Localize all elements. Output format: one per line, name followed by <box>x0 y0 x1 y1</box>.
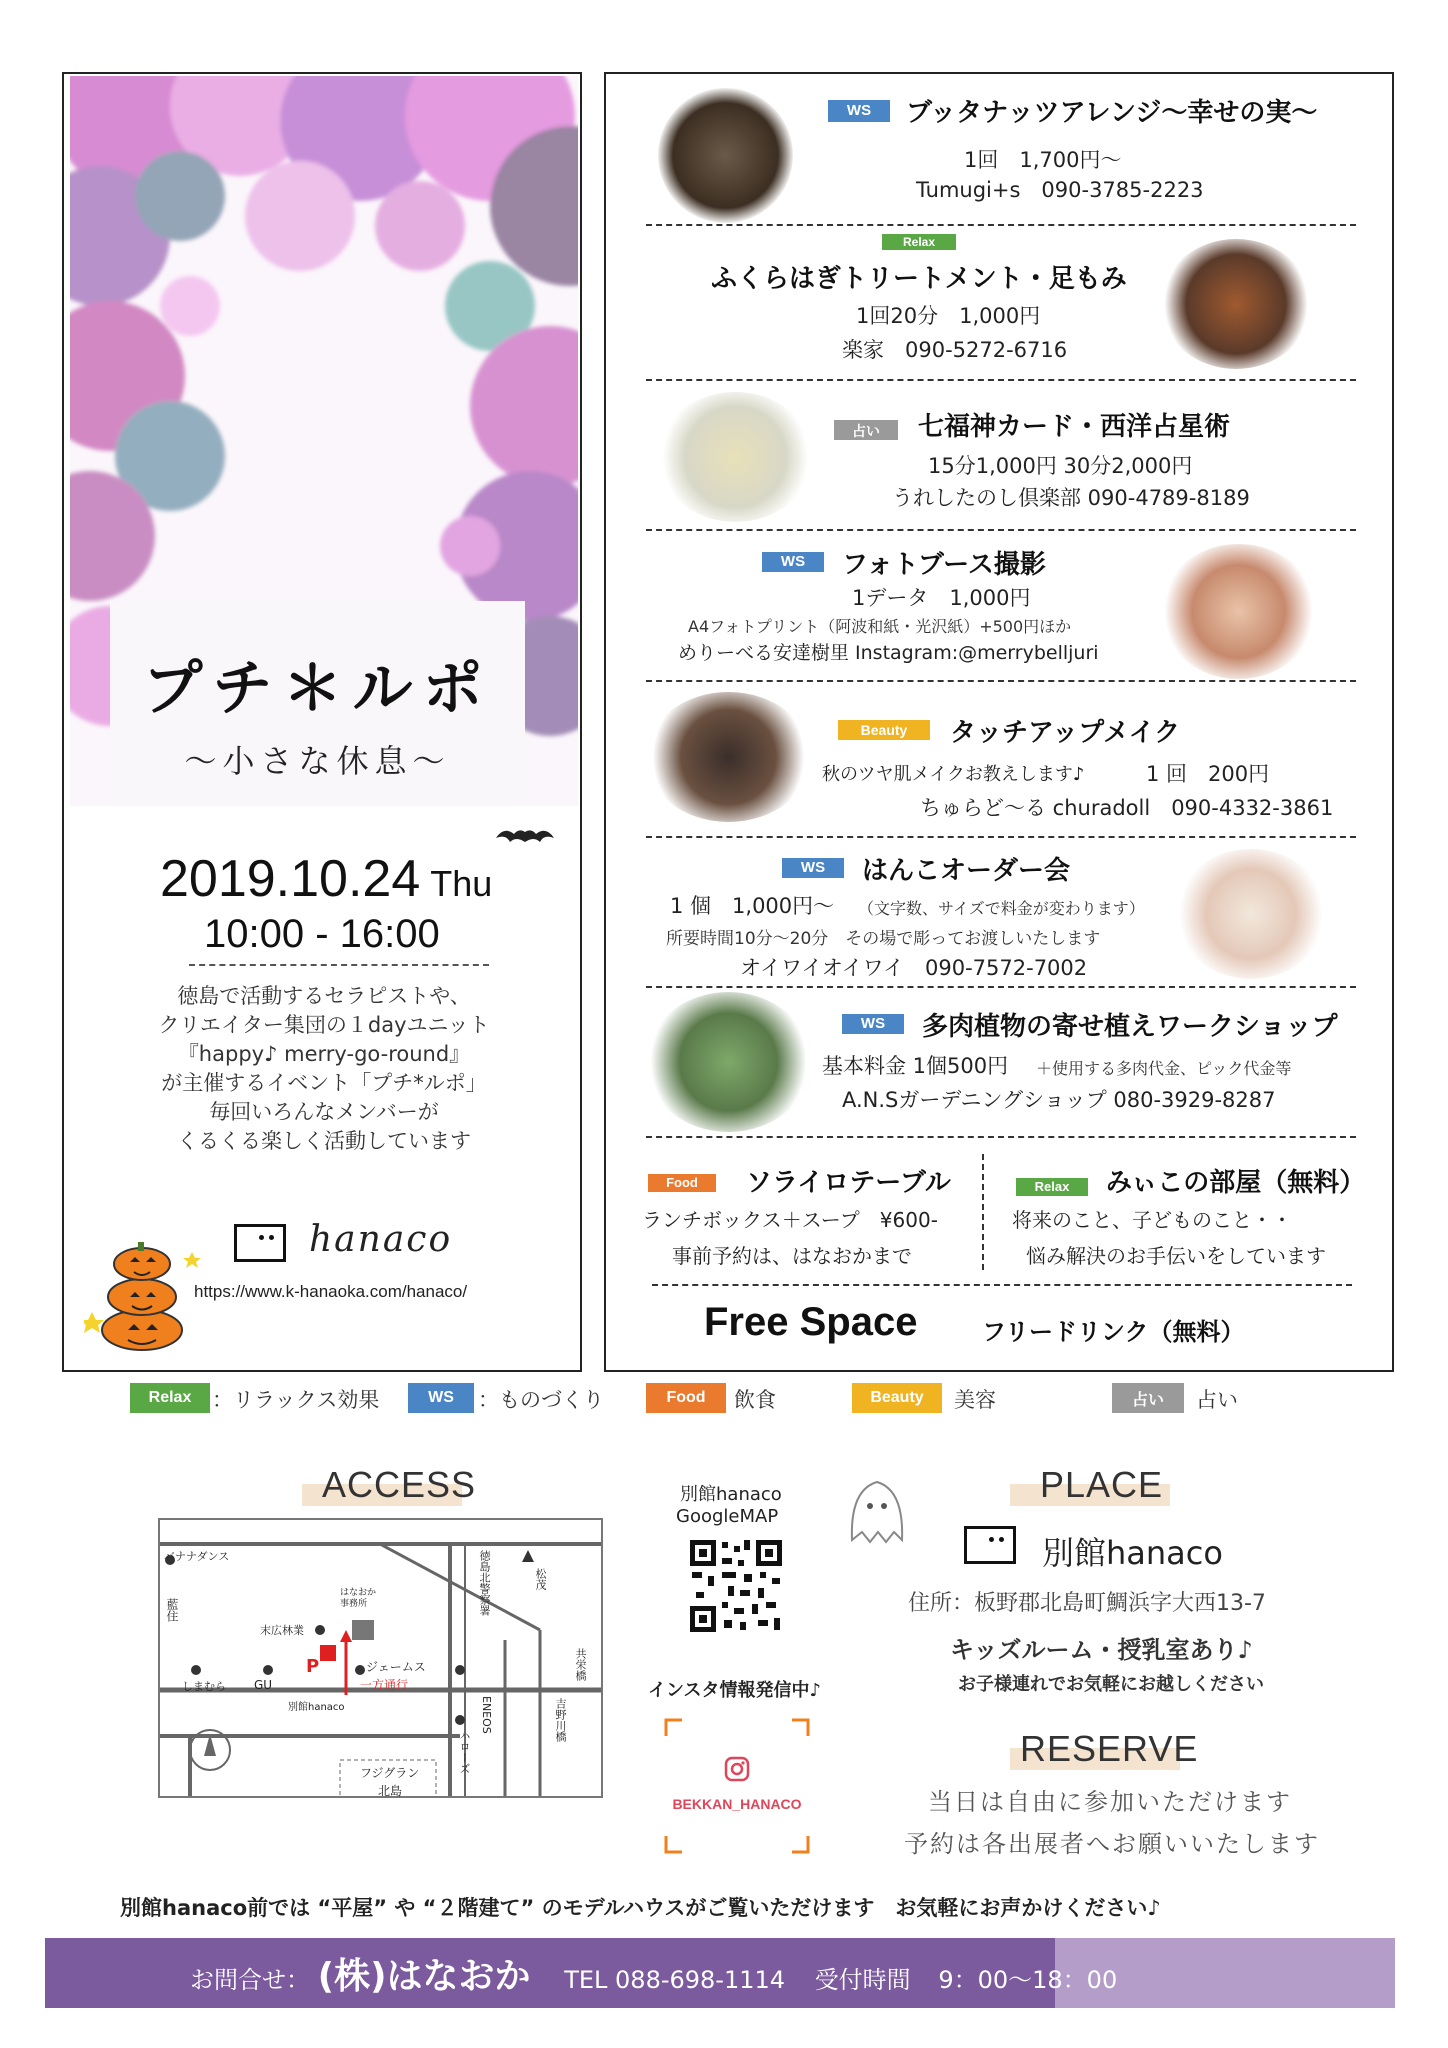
ws-tag: WS <box>828 100 890 122</box>
event-date <box>160 849 492 909</box>
logo-name: hanaco <box>309 1219 453 1260</box>
hours-label: 受付時間 <box>814 1966 911 1994</box>
item-note: 所要時間10分〜20分 その場で彫ってお渡しいたします <box>666 929 1101 949</box>
legend-beauty-tag: Beauty <box>852 1383 942 1413</box>
website-url[interactable]: https://www.k-hanaoka.com/hanaco/ <box>194 1282 468 1301</box>
item-contact: めりーべる安達樹里 Instagram:@merrybelljuri <box>678 642 1099 664</box>
food-tag: Food <box>648 1174 716 1192</box>
free-drink-label: フリードリンク（無料） <box>982 1318 1245 1346</box>
item-description: 秋のツヤ肌メイクお教えします♪ <box>822 764 1085 785</box>
date-text: 2019.10.24 <box>160 850 421 908</box>
map-label-suehiro: 末広林業 <box>260 1624 304 1637</box>
item-contact: ちゅらど〜る churadoll 090-4332-3861 <box>920 796 1334 820</box>
exhibitors-panel <box>604 72 1394 1372</box>
free-space-label: Free Space <box>704 1300 918 1344</box>
photo-booth-photo <box>1161 544 1316 679</box>
map-label-james: ジェームス <box>366 1660 426 1674</box>
contact-info <box>190 1948 1117 1999</box>
item-note: （文字数、サイズで料金が変わります） <box>858 899 1145 918</box>
reserve-line1: 当日は自由に参加いただけます <box>928 1788 1292 1816</box>
map-label-yoshino: 吉野川橋 <box>554 1698 567 1742</box>
hanaco-logo-icon <box>234 1224 286 1262</box>
intro-line: 『happy♪ merry-go-round』 <box>177 1042 471 1066</box>
legend-food-text: 飲食 <box>734 1388 776 1412</box>
item-price: 基本料金 1個500円 <box>822 1054 1009 1078</box>
ws-tag: WS <box>782 858 844 878</box>
item-title: はんこオーダー会 <box>862 856 1071 886</box>
hours-value: 9：00〜18：00 <box>938 1966 1118 1994</box>
tarot-card-photo <box>658 392 813 522</box>
map-label-gu: GU <box>254 1678 273 1692</box>
divider <box>646 379 1356 381</box>
uranai-tag: 占い <box>834 420 898 440</box>
event-title: プチ＊ルポ <box>142 654 493 724</box>
place-address: 住所：板野郡北島町鯛浜字大西13-7 <box>908 1591 1266 1616</box>
access-map <box>158 1518 603 1798</box>
hero-title-card <box>110 601 525 806</box>
item-title: ブッタナッツアレンジ〜幸せの実〜 <box>906 98 1318 128</box>
map-label-kitajima: 北島 <box>378 1784 403 1798</box>
instagram-frame[interactable] <box>662 1716 812 1856</box>
map-label-matsushige: 松茂 <box>534 1568 547 1590</box>
ws-tag: WS <box>762 552 824 572</box>
divider <box>652 1284 1352 1286</box>
ghost-icon <box>842 1470 912 1550</box>
item-price: ランチボックス＋スープ ¥600- <box>642 1208 938 1232</box>
legend-relax-tag: Relax <box>130 1383 210 1413</box>
model-house-note: 別館hanaco前では “平屋” や “２階建て” のモデルハウスがご覧いただけます お気軽にお声かけください♪ <box>120 1896 1161 1920</box>
legend-ws-text: ：ものづくり <box>478 1388 604 1412</box>
place-name: 別館hanaco <box>1042 1534 1223 1572</box>
item-title: フォトブース撮影 <box>842 550 1046 580</box>
item-note: ＋使用する多肉代金、ピック代金等 <box>1036 1059 1292 1078</box>
item-title: 多肉植物の寄せ植えワークショップ <box>922 1012 1338 1042</box>
item-price: 1 個 1,000円〜 <box>670 894 835 918</box>
kids-room: キッズルーム・授乳室あり♪ <box>950 1636 1253 1664</box>
divider <box>646 986 1356 988</box>
access-heading: ACCESS <box>322 1464 477 1505</box>
item-title: みぃこの部屋（無料） <box>1106 1168 1366 1198</box>
kids-note: お子様連れでお気軽にお越しください <box>958 1674 1264 1695</box>
nut-arrangement-photo <box>658 88 793 223</box>
item-title: ソライロテーブル <box>746 1168 951 1198</box>
item-price: 15分1,000円 30分2,000円 <box>928 454 1193 478</box>
item-contact: A.N.Sガーデニングショップ 080-3929-8287 <box>842 1088 1276 1112</box>
item-description: 悩み解決のお手伝いをしています <box>1026 1244 1326 1268</box>
legend-uranai-tag: 占い <box>1112 1383 1184 1413</box>
makeup-photo <box>646 692 811 822</box>
item-contact: オイワイオイワイ 090-7572-7002 <box>740 956 1088 980</box>
parking-icon: P <box>306 1656 320 1677</box>
legend-relax-text: ：リラックス効果 <box>212 1388 380 1412</box>
contact-tel[interactable]: TEL 088-698-1114 <box>564 1966 786 1994</box>
succulent-photo <box>646 992 811 1132</box>
map-label-bekkan: 別館hanaco <box>288 1702 345 1713</box>
hero-watercolor-image <box>70 76 578 806</box>
place-heading: PLACE <box>1040 1464 1164 1505</box>
divider <box>646 680 1356 682</box>
item-contact: 楽家 090-5272-6716 <box>842 338 1068 362</box>
insta-handle: BEKKAN_HANACO <box>672 1796 802 1812</box>
item-contact: 事前予約は、はなおかまで <box>672 1244 912 1268</box>
map-label-hanaoka: はなおか事務所 <box>340 1588 377 1609</box>
reserve-heading: RESERVE <box>1020 1728 1199 1769</box>
item-price: 1回20分 1,000円 <box>856 304 1041 328</box>
qr-label2: GoogleMAP <box>676 1506 779 1527</box>
qr-label: 別館hanaco <box>680 1484 782 1505</box>
day-text: Thu <box>430 863 493 904</box>
legend-beauty-text: 美容 <box>954 1388 996 1412</box>
item-contact: Tumugi+s 090-3785-2223 <box>916 178 1204 202</box>
item-description: 将来のこと、子どものこと・・ <box>1012 1208 1292 1232</box>
divider <box>982 1154 984 1270</box>
intro-line: くるくる楽しく活動しています <box>177 1129 471 1153</box>
divider <box>646 224 1356 226</box>
item-title: タッチアップメイク <box>950 718 1181 748</box>
event-intro <box>94 982 554 1156</box>
intro-line: が主催するイベント「プチ*ルポ」 <box>161 1071 487 1095</box>
intro-line: 毎回いろんなメンバーが <box>209 1100 439 1124</box>
map-label-oneway: 一方通行 <box>360 1678 409 1692</box>
event-subtitle: 〜小さな休息〜 <box>184 742 451 780</box>
event-time: 10:00 - 16:00 <box>204 912 440 956</box>
event-panel <box>62 72 582 1372</box>
relax-tag: Relax <box>882 234 956 250</box>
item-note: A4フォトプリント（阿波和紙・光沢紙）+500円ほか <box>688 617 1072 636</box>
contact-label: お問合せ： <box>190 1966 310 1994</box>
map-label-police: 徳島北警察署 <box>478 1550 491 1616</box>
map-label-aizumi: 藍住 <box>165 1598 179 1622</box>
map-label-eneos: ENEOS <box>480 1696 493 1734</box>
bat-icon <box>494 824 556 848</box>
divider <box>646 836 1356 838</box>
intro-line: 徳島で活動するセラピストや、 <box>177 984 471 1008</box>
item-title: 七福神カード・西洋占星術 <box>918 412 1231 442</box>
divider <box>646 1136 1356 1138</box>
map-label-harose: ハローズ <box>458 1730 471 1774</box>
hanaco-logo-icon <box>964 1526 1016 1564</box>
divider <box>646 529 1356 531</box>
relax-tag: Relax <box>1016 1178 1088 1196</box>
beauty-tag: Beauty <box>838 720 930 740</box>
map-label-banana: バナナダンス <box>164 1550 230 1563</box>
qr-code-icon[interactable] <box>688 1538 784 1634</box>
ws-tag: WS <box>842 1014 904 1034</box>
divider <box>189 964 489 966</box>
foot-massage-photo <box>1161 239 1311 369</box>
instagram-icon <box>724 1756 750 1782</box>
map-label-kyoei: 共栄橋 <box>574 1648 587 1681</box>
map-label-fuji: フジグラン <box>360 1766 420 1780</box>
item-price: 1回 1,700円〜 <box>964 148 1122 172</box>
legend-food-tag: Food <box>646 1383 726 1413</box>
intro-line: クリエイター集団の１dayユニット <box>158 1013 490 1037</box>
item-price: 1 回 200円 <box>1146 762 1270 786</box>
hanko-photo <box>1176 849 1326 979</box>
pumpkin-icon <box>84 1202 204 1352</box>
legend-ws-tag: WS <box>408 1383 474 1413</box>
item-title: ふくらはぎトリートメント・足もみ <box>711 264 1127 294</box>
insta-label: インスタ情報発信中♪ <box>648 1680 821 1701</box>
item-price: 1データ 1,000円 <box>852 586 1031 610</box>
legend-uranai-text: 占い <box>1196 1388 1238 1412</box>
map-label-shimamura: しまむら <box>182 1680 226 1693</box>
company-name: (株)はなおか <box>317 1956 531 1997</box>
reserve-line2: 予約は各出展者へお願いいたします <box>904 1830 1320 1858</box>
item-contact: うれしたのし倶楽部 090-4789-8189 <box>892 486 1250 510</box>
